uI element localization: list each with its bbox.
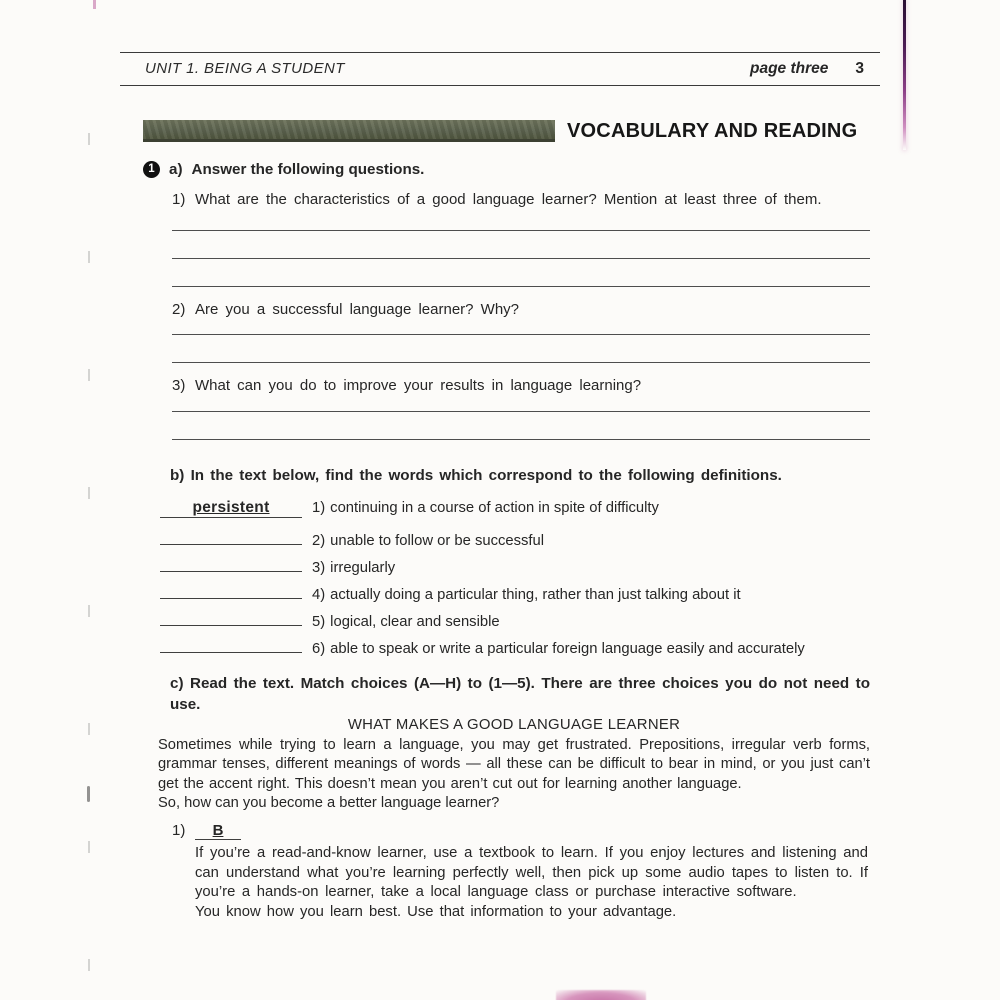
- definition-text: logical, clear and sensible: [330, 614, 500, 630]
- part-c-label: c): [170, 675, 184, 692]
- filled-answer: persistent: [192, 499, 270, 516]
- question-2: [172, 299, 870, 321]
- question-number: 2): [172, 301, 186, 318]
- match-answer-row: [172, 822, 870, 844]
- answer-blank: [160, 553, 302, 572]
- definition: [312, 614, 500, 630]
- definition: [312, 533, 544, 549]
- answer-lines-q2: [172, 325, 870, 363]
- question-3: [172, 375, 870, 397]
- part-a-instruction: Answer the following questions.: [191, 160, 425, 178]
- item-paragraph: If you’re a read-and-know learner, use a textbook to learn. If you enjoy lectures and listening and can understand what you’re learning perfectly well, then pick up some audio tapes to listen to. If you’re a hands-on learner, take a local language class or purchase interactive software.: [195, 844, 868, 901]
- header-rule-bottom: [120, 85, 880, 86]
- scan-left-edge-dash: [87, 786, 90, 802]
- section-bar: [143, 120, 555, 142]
- exercise-body: [143, 160, 870, 922]
- question-number: 1): [172, 191, 186, 208]
- part-b-instruction: In the text below, find the words which correspond to the following definitions.: [190, 467, 782, 484]
- reading-closing: You know how you learn best. Use that information to your advantage.: [195, 903, 677, 920]
- definition-number: 1): [312, 500, 326, 516]
- unit-title: UNIT 1. BEING A STUDENT: [145, 60, 345, 77]
- answer-line: [172, 335, 870, 363]
- definition-item: [160, 499, 870, 517]
- definition: [312, 500, 659, 516]
- definition-number: 4): [312, 587, 326, 603]
- reading-question: So, how can you become a better language learner?: [158, 795, 500, 812]
- item-answer: B: [195, 822, 241, 840]
- scan-artifact-pink-blob: [556, 990, 646, 1000]
- section-title: VOCABULARY AND READING: [567, 120, 858, 142]
- scan-left-edge-marks: [88, 95, 90, 980]
- reading-title: WHAT MAKES A GOOD LANGUAGE LEARNER: [347, 717, 681, 733]
- definition-item: [160, 607, 870, 630]
- definition-item: [160, 580, 870, 603]
- definition-text: continuing in a course of action in spite of difficulty: [330, 500, 659, 516]
- part-b-header: [170, 466, 870, 486]
- definition-number: 5): [312, 614, 326, 630]
- scan-artifact-purple-line: [903, 0, 906, 150]
- answer-blank: [160, 607, 302, 626]
- scan-artifact-pink-tick: [93, 0, 96, 9]
- answer-lines-q1: [172, 215, 870, 287]
- page-number: 3: [855, 60, 864, 77]
- answer-line: [172, 259, 870, 287]
- question-text: Are you a successful language learner? Why?: [195, 301, 520, 318]
- definition-text: unable to follow or be successful: [330, 533, 545, 549]
- answer-blank: [160, 526, 302, 545]
- answer-blank: [160, 634, 302, 653]
- page-label: page three: [749, 60, 829, 77]
- exercise-number-badge: 1: [143, 161, 160, 178]
- answer-line: [172, 215, 870, 231]
- section-header: [143, 120, 870, 142]
- answer-line: [172, 412, 870, 440]
- part-a-header: [143, 160, 870, 178]
- definition-item: [160, 526, 870, 549]
- definition-number: 6): [312, 641, 326, 657]
- answer-line: [172, 231, 870, 259]
- definition-number: 2): [312, 533, 326, 549]
- question-1: [172, 189, 870, 211]
- part-c-header: [170, 674, 870, 715]
- definition: [312, 587, 741, 603]
- definition-item: [160, 553, 870, 576]
- answer-line: [172, 401, 870, 412]
- part-a-label: a): [169, 160, 183, 178]
- definition: [312, 560, 395, 576]
- reading-text: [158, 716, 870, 814]
- definition-item: [160, 634, 870, 657]
- answer-blank: [160, 580, 302, 599]
- part-b-label: b): [170, 467, 185, 484]
- part-c-instruction: Read the text. Match choices (A—H) to (1—5). There are three choices you do not need to use.: [170, 675, 870, 713]
- definition-text: able to speak or write a particular foreign language easily and accurately: [330, 641, 805, 657]
- item-number: 1): [172, 821, 186, 839]
- page-header: [120, 52, 880, 86]
- definition-list: [143, 499, 870, 657]
- answer-line: [172, 325, 870, 335]
- question-text: What can you do to improve your results in language learning?: [195, 377, 642, 394]
- answer-blank: [160, 499, 302, 518]
- definition: [312, 641, 805, 657]
- question-number: 3): [172, 377, 186, 394]
- answer-lines-q3: [172, 401, 870, 440]
- question-text: What are the characteristics of a good language learner? Mention at least three of them.: [195, 191, 822, 208]
- definition-number: 3): [312, 560, 326, 576]
- definition-text: irregularly: [330, 560, 396, 576]
- reading-intro: Sometimes while trying to learn a language, you may get frustrated. Prepositions, irregular verb forms, grammar tenses, different meanings of words — all these can be difficult to bear in mind, or you just can’t get the accent right. This doesn’t mean you aren’t cut out for learning another language.: [158, 736, 870, 792]
- definition-text: actually doing a particular thing, rather than just talking about it: [330, 587, 741, 603]
